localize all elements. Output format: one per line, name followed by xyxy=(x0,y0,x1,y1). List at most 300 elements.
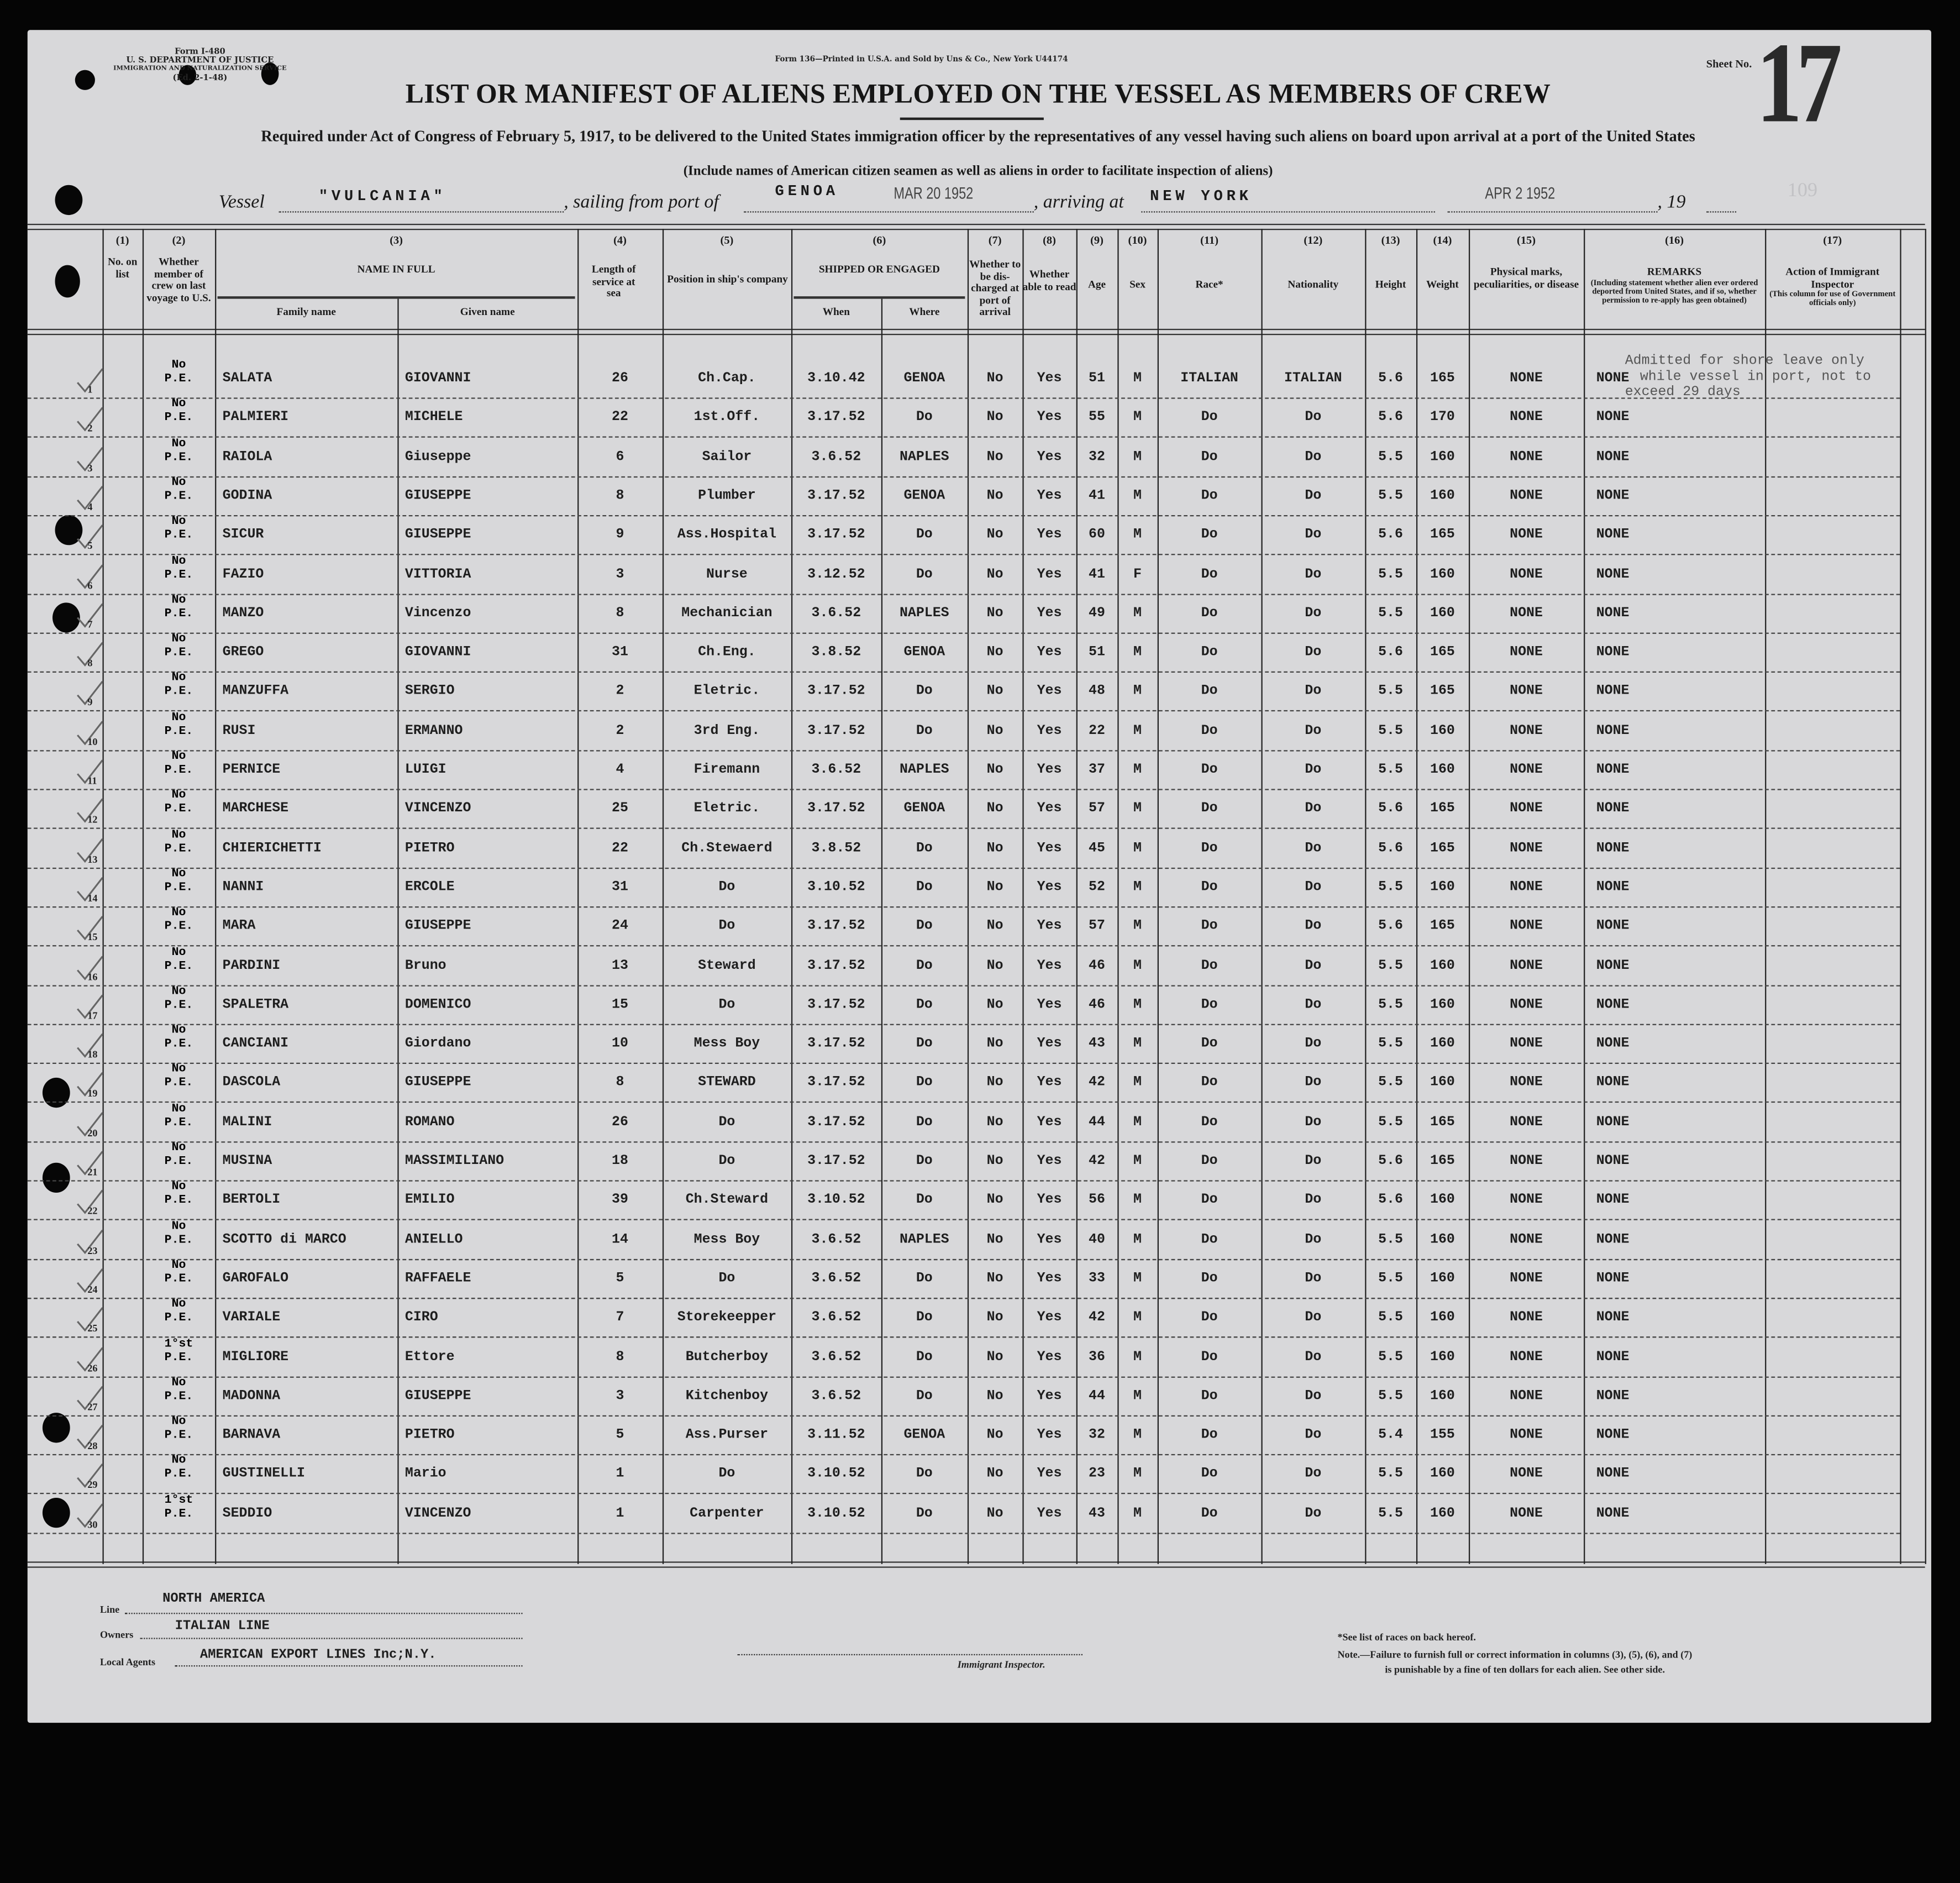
position-cell: Eletric. xyxy=(693,801,760,817)
nationality-cell: Do xyxy=(1305,449,1322,465)
weight-cell: 160 xyxy=(1430,606,1455,621)
column-number: (13) xyxy=(1381,234,1400,246)
age-cell: 46 xyxy=(1089,997,1105,1013)
read-cell: Yes xyxy=(1037,1428,1062,1443)
height-cell: 5.5 xyxy=(1378,1036,1403,1052)
position-cell: Ass.Purser xyxy=(685,1428,769,1443)
physical-cell: NONE xyxy=(1510,1036,1543,1052)
family-cell: NANNI xyxy=(222,880,264,895)
position-cell: Carpenter xyxy=(690,1506,764,1522)
crew-row xyxy=(28,359,1900,398)
height-cell: 5.5 xyxy=(1378,1467,1403,1482)
remark-line: exceed 29 days xyxy=(1625,385,1741,400)
physical-cell: NONE xyxy=(1510,410,1543,426)
where-cell: GENOA xyxy=(903,645,945,660)
position-cell: Firemann xyxy=(693,762,760,778)
last-voyage-cell: No P.E. xyxy=(164,1022,193,1051)
crew-row xyxy=(28,672,1900,712)
sex-cell: M xyxy=(1133,880,1142,895)
remarks-cell: NONE xyxy=(1596,919,1630,935)
row-number: 8 xyxy=(87,658,93,669)
crew-row xyxy=(28,1259,1900,1299)
race-cell: Do xyxy=(1201,1036,1218,1052)
row-number: 21 xyxy=(87,1166,98,1178)
given-cell: CIRO xyxy=(404,1310,438,1326)
header-discharged: Whether to be dis-charged at port of arrival xyxy=(969,257,1021,318)
height-cell: 5.5 xyxy=(1378,606,1403,621)
punch-hole xyxy=(55,185,83,215)
last-voyage-cell: No P.E. xyxy=(164,1101,193,1129)
service-cell: 1 xyxy=(616,1467,624,1482)
weight-cell: 165 xyxy=(1430,801,1455,817)
given-cell: MASSIMILIANO xyxy=(404,1153,505,1169)
sheet-number: 17 xyxy=(1756,18,1837,146)
age-cell: 57 xyxy=(1089,919,1105,935)
age-cell: 37 xyxy=(1089,762,1105,778)
weight-cell: 160 xyxy=(1430,723,1455,739)
crew-row xyxy=(28,437,1900,477)
race-cell: Do xyxy=(1201,645,1218,660)
last-voyage-cell: No P.E. xyxy=(164,1140,193,1168)
race-cell: Do xyxy=(1201,410,1218,426)
given-cell: Mario xyxy=(404,1467,446,1482)
nationality-cell: ITALIAN xyxy=(1284,371,1342,386)
last-voyage-cell: No P.E. xyxy=(164,1218,193,1246)
row-number: 29 xyxy=(87,1479,98,1491)
read-cell: Yes xyxy=(1037,1115,1062,1130)
weight-cell: 160 xyxy=(1430,489,1455,504)
header-when: When xyxy=(822,305,850,318)
physical-cell: NONE xyxy=(1510,645,1543,660)
last-voyage-cell: No P.E. xyxy=(164,788,193,816)
discharged-cell: No xyxy=(986,1271,1003,1287)
when-cell: 3.17.52 xyxy=(807,997,865,1013)
remarks-cell: NONE xyxy=(1596,958,1630,974)
column-number: (15) xyxy=(1517,234,1536,246)
race-cell: Do xyxy=(1201,958,1218,974)
height-cell: 5.6 xyxy=(1378,528,1403,543)
crew-row xyxy=(28,1494,1900,1534)
weight-cell: 165 xyxy=(1430,645,1455,660)
given-cell: PIETRO xyxy=(404,1428,455,1443)
weight-cell: 160 xyxy=(1430,880,1455,895)
race-cell: Do xyxy=(1201,723,1218,739)
last-voyage-cell: No P.E. xyxy=(164,631,193,659)
discharged-cell: No xyxy=(986,1506,1003,1522)
read-cell: Yes xyxy=(1037,1349,1062,1365)
position-cell: Nurse xyxy=(706,567,748,583)
physical-cell: NONE xyxy=(1510,801,1543,817)
sex-cell: M xyxy=(1133,1467,1142,1482)
when-cell: 3.10.52 xyxy=(807,880,865,895)
sex-cell: M xyxy=(1133,1232,1142,1247)
row-number: 7 xyxy=(87,618,93,630)
when-cell: 3.17.52 xyxy=(807,958,865,974)
height-cell: 5.5 xyxy=(1378,1232,1403,1247)
crew-row xyxy=(28,1337,1900,1377)
read-cell: Yes xyxy=(1037,528,1062,543)
age-cell: 46 xyxy=(1089,958,1105,974)
read-cell: Yes xyxy=(1037,723,1062,739)
where-cell: Do xyxy=(916,684,933,700)
given-cell: EMILIO xyxy=(404,1193,455,1208)
physical-cell: NONE xyxy=(1510,1428,1543,1443)
height-cell: 5.6 xyxy=(1378,1153,1403,1169)
service-cell: 15 xyxy=(612,997,628,1013)
service-cell: 13 xyxy=(612,958,628,974)
sex-cell: M xyxy=(1133,1349,1142,1365)
remarks-cell: NONE xyxy=(1596,1153,1630,1169)
remarks-cell: NONE xyxy=(1596,1349,1630,1365)
sex-cell: M xyxy=(1133,1388,1142,1404)
remarks-cell: NONE xyxy=(1596,997,1630,1013)
when-cell: 3.17.52 xyxy=(807,1076,865,1091)
height-cell: 5.5 xyxy=(1378,567,1403,583)
crew-row xyxy=(28,1141,1900,1181)
service-cell: 22 xyxy=(612,841,628,856)
family-cell: RAIOLA xyxy=(222,449,272,465)
penalty-note-cont: is punishable by a fine of ten dollars for each alien. See other side. xyxy=(1385,1664,1665,1676)
where-cell: Do xyxy=(916,1310,933,1326)
weight-cell: 160 xyxy=(1430,1036,1455,1052)
physical-cell: NONE xyxy=(1510,958,1543,974)
discharged-cell: No xyxy=(986,1153,1003,1169)
read-cell: Yes xyxy=(1037,841,1062,856)
read-cell: Yes xyxy=(1037,1388,1062,1404)
remarks-cell: NONE xyxy=(1596,1115,1630,1130)
where-cell: Do xyxy=(916,1036,933,1052)
sex-cell: M xyxy=(1133,1193,1142,1208)
form-edition: (Ed. 2-1-48) xyxy=(172,72,228,83)
weight-cell: 160 xyxy=(1430,1467,1455,1482)
age-cell: 57 xyxy=(1089,801,1105,817)
departure-port: GENOA xyxy=(775,182,839,200)
weight-cell: 160 xyxy=(1430,449,1455,465)
discharged-cell: No xyxy=(986,449,1003,465)
crew-row xyxy=(28,515,1900,555)
departure-date-stamp: MAR 20 1952 xyxy=(894,183,974,203)
race-cell: Do xyxy=(1201,762,1218,778)
crew-row xyxy=(28,1298,1900,1337)
family-cell: SICUR xyxy=(222,528,264,543)
discharged-cell: No xyxy=(986,1115,1003,1130)
race-cell: Do xyxy=(1201,567,1218,583)
race-cell: Do xyxy=(1201,997,1218,1013)
position-cell: 3rd Eng. xyxy=(693,723,760,739)
local-agents-value: AMERICAN EXPORT LINES Inc;N.Y. xyxy=(199,1648,437,1663)
read-cell: Yes xyxy=(1037,449,1062,465)
physical-cell: NONE xyxy=(1510,1388,1543,1404)
age-cell: 48 xyxy=(1089,684,1105,700)
where-cell: Do xyxy=(916,1193,933,1208)
family-cell: MIGLIORE xyxy=(222,1349,289,1365)
position-cell: Do xyxy=(718,1115,735,1130)
discharged-cell: No xyxy=(986,371,1003,386)
read-cell: Yes xyxy=(1037,762,1062,778)
row-number: 13 xyxy=(87,853,98,865)
family-cell: VARIALE xyxy=(222,1310,281,1326)
when-cell: 3.10.42 xyxy=(807,371,865,386)
sex-cell: F xyxy=(1133,567,1142,583)
given-cell: RAFFAELE xyxy=(404,1271,471,1287)
last-voyage-cell: No P.E. xyxy=(164,670,193,699)
position-cell: Do xyxy=(718,997,735,1013)
physical-cell: NONE xyxy=(1510,1310,1543,1326)
read-cell: Yes xyxy=(1037,684,1062,700)
last-voyage-cell: No P.E. xyxy=(164,748,193,777)
physical-cell: NONE xyxy=(1510,567,1543,583)
race-cell: Do xyxy=(1201,1310,1218,1326)
column-number: (7) xyxy=(988,234,1002,246)
race-cell: Do xyxy=(1201,489,1218,504)
when-cell: 3.12.52 xyxy=(807,567,865,583)
crew-row xyxy=(28,1024,1900,1064)
nationality-cell: Do xyxy=(1305,997,1322,1013)
weight-cell: 165 xyxy=(1430,684,1455,700)
when-cell: 3.6.52 xyxy=(811,449,861,465)
header-inspector-action xyxy=(1768,266,1898,308)
read-cell: Yes xyxy=(1037,1076,1062,1091)
vessel-line xyxy=(218,182,1744,215)
position-cell: Butcherboy xyxy=(685,1349,769,1365)
owners-value: ITALIAN LINE xyxy=(175,1619,270,1634)
given-cell: PIETRO xyxy=(404,841,455,856)
physical-cell: NONE xyxy=(1510,528,1543,543)
last-voyage-cell: No P.E. xyxy=(164,475,193,503)
crew-row xyxy=(28,1102,1900,1142)
remarks-cell: NONE xyxy=(1596,1428,1630,1443)
inspector-note: (This column for use of Government officials only) xyxy=(1769,290,1896,308)
read-cell: Yes xyxy=(1037,1193,1062,1208)
races-note: *See list of races on back hereof. xyxy=(1337,1632,1476,1643)
race-cell: Do xyxy=(1201,919,1218,935)
when-cell: 3.17.52 xyxy=(807,410,865,426)
column-number: (10) xyxy=(1128,234,1147,246)
remarks-title: REMARKS xyxy=(1647,265,1702,278)
service-cell: 4 xyxy=(616,762,624,778)
when-cell: 3.10.52 xyxy=(807,1506,865,1522)
discharged-cell: No xyxy=(986,645,1003,660)
race-cell: Do xyxy=(1201,684,1218,700)
where-cell: Do xyxy=(916,1506,933,1522)
sex-cell: M xyxy=(1133,606,1142,621)
discharged-cell: No xyxy=(986,1349,1003,1365)
physical-cell: NONE xyxy=(1510,762,1543,778)
discharged-cell: No xyxy=(986,841,1003,856)
physical-cell: NONE xyxy=(1510,1271,1543,1287)
weight-cell: 160 xyxy=(1430,567,1455,583)
row-number: 22 xyxy=(87,1205,98,1217)
last-voyage-cell: No P.E. xyxy=(164,1414,193,1442)
nationality-cell: Do xyxy=(1305,801,1322,817)
when-cell: 3.17.52 xyxy=(807,489,865,504)
column-divider xyxy=(1900,229,1901,1564)
shore-leave-remark xyxy=(1625,354,1871,401)
header-name-in-full: NAME IN FULL xyxy=(357,263,435,275)
discharged-cell: No xyxy=(986,958,1003,974)
nationality-cell: Do xyxy=(1305,1115,1322,1130)
discharged-cell: No xyxy=(986,567,1003,583)
given-cell: ROMANO xyxy=(404,1115,455,1130)
sex-cell: M xyxy=(1133,723,1142,739)
nationality-cell: Do xyxy=(1305,1271,1322,1287)
age-cell: 55 xyxy=(1089,410,1105,426)
height-cell: 5.5 xyxy=(1378,449,1403,465)
sex-cell: M xyxy=(1133,489,1142,504)
where-cell: Do xyxy=(916,1076,933,1091)
given-cell: VITTORIA xyxy=(404,567,471,583)
age-cell: 41 xyxy=(1089,567,1105,583)
sex-cell: M xyxy=(1133,410,1142,426)
sex-cell: M xyxy=(1133,801,1142,817)
position-cell: Ch.Stewaerd xyxy=(681,841,773,856)
row-number: 23 xyxy=(87,1245,98,1256)
height-cell: 5.6 xyxy=(1378,410,1403,426)
nationality-cell: Do xyxy=(1305,1310,1322,1326)
age-cell: 41 xyxy=(1089,489,1105,504)
weight-cell: 160 xyxy=(1430,1271,1455,1287)
weight-cell: 165 xyxy=(1430,841,1455,856)
crew-row xyxy=(28,868,1900,908)
position-cell: Mess Boy xyxy=(693,1036,760,1052)
read-cell: Yes xyxy=(1037,1310,1062,1326)
nationality-cell: Do xyxy=(1305,1388,1322,1404)
age-cell: 23 xyxy=(1089,1467,1105,1482)
header-length-of-service: Length of service at sea xyxy=(591,263,636,299)
crew-row xyxy=(28,1415,1900,1455)
remarks-cell: NONE xyxy=(1596,489,1630,504)
height-cell: 5.5 xyxy=(1378,762,1403,778)
name-subrule xyxy=(218,296,575,299)
local-agents-label: Local Agents xyxy=(99,1656,156,1668)
read-cell: Yes xyxy=(1037,489,1062,504)
nationality-cell: Do xyxy=(1305,684,1322,700)
last-voyage-cell: No P.E. xyxy=(164,592,193,620)
discharged-cell: No xyxy=(986,1310,1003,1326)
nationality-cell: Do xyxy=(1305,880,1322,895)
family-cell: SCOTTO di MARCO xyxy=(222,1232,346,1247)
header-no-on-list: No. on list xyxy=(107,255,138,280)
age-cell: 36 xyxy=(1089,1349,1105,1365)
where-cell: GENOA xyxy=(903,371,945,386)
family-cell: DASCOLA xyxy=(222,1076,281,1091)
discharged-cell: No xyxy=(986,1076,1003,1091)
sex-cell: M xyxy=(1133,1036,1142,1052)
position-cell: Eletric. xyxy=(693,684,760,700)
department-name: U. S. DEPARTMENT OF JUSTICE xyxy=(126,55,274,65)
read-cell: Yes xyxy=(1037,410,1062,426)
column-number: (14) xyxy=(1433,234,1452,246)
when-cell: 3.17.52 xyxy=(807,919,865,935)
remark-line: Admitted for shore leave only xyxy=(1625,354,1864,369)
sex-cell: M xyxy=(1133,645,1142,660)
discharged-cell: No xyxy=(986,997,1003,1013)
when-cell: 3.17.52 xyxy=(807,1153,865,1169)
family-cell: MANZO xyxy=(222,606,264,621)
given-cell: ERMANNO xyxy=(404,723,463,739)
column-number: (12) xyxy=(1304,234,1323,246)
row-number: 9 xyxy=(87,696,93,709)
remarks-cell: NONE xyxy=(1596,1076,1630,1091)
nationality-cell: Do xyxy=(1305,528,1322,543)
family-cell: GAROFALO xyxy=(222,1271,289,1287)
physical-cell: NONE xyxy=(1510,1153,1543,1169)
read-cell: Yes xyxy=(1037,1467,1062,1482)
family-cell: PALMIERI xyxy=(222,410,289,426)
inspector-title: Action of Immigrant Inspector xyxy=(1785,265,1880,290)
where-cell: Do xyxy=(916,958,933,974)
race-cell: Do xyxy=(1201,1428,1218,1443)
discharged-cell: No xyxy=(986,489,1003,504)
service-cell: 5 xyxy=(616,1271,624,1287)
service-cell: 31 xyxy=(612,645,628,660)
physical-cell: NONE xyxy=(1510,1506,1543,1522)
remarks-cell: NONE xyxy=(1596,449,1630,465)
physical-cell: NONE xyxy=(1510,1115,1543,1130)
remarks-cell: NONE xyxy=(1596,528,1630,543)
weight-cell: 165 xyxy=(1430,1115,1455,1130)
row-number: 4 xyxy=(87,501,93,513)
age-cell: 32 xyxy=(1089,1428,1105,1443)
position-cell: Do xyxy=(718,1467,735,1482)
age-cell: 60 xyxy=(1089,528,1105,543)
sheet-label: Sheet No. xyxy=(1706,57,1752,70)
position-cell: 1st.Off. xyxy=(693,410,760,426)
when-cell: 3.11.52 xyxy=(807,1428,865,1443)
family-cell: MARCHESE xyxy=(222,801,289,817)
race-cell: Do xyxy=(1201,1388,1218,1404)
weight-cell: 160 xyxy=(1430,762,1455,778)
given-cell: VINCENZO xyxy=(404,801,471,817)
physical-cell: NONE xyxy=(1510,997,1543,1013)
position-cell: Ch.Cap. xyxy=(698,371,756,386)
nationality-cell: Do xyxy=(1305,410,1322,426)
given-cell: Vincenzo xyxy=(404,606,471,621)
punch-hole xyxy=(75,70,95,90)
nationality-cell: Do xyxy=(1305,1193,1322,1208)
age-cell: 42 xyxy=(1089,1153,1105,1169)
when-cell: 3.17.52 xyxy=(807,1115,865,1130)
when-cell: 3.8.52 xyxy=(811,841,861,856)
nationality-cell: Do xyxy=(1305,489,1322,504)
arrival-port: NEW YORK xyxy=(1150,187,1252,205)
line-value: NORTH AMERICA xyxy=(162,1591,265,1607)
read-cell: Yes xyxy=(1037,801,1062,817)
row-number: 15 xyxy=(87,931,98,943)
header-shipped-or-engaged: SHIPPED OR ENGAGED xyxy=(818,263,940,275)
last-voyage-cell: 1°st P.E. xyxy=(164,1492,193,1520)
race-cell: Do xyxy=(1201,1076,1218,1091)
family-cell: MADONNA xyxy=(222,1388,281,1404)
last-voyage-cell: No P.E. xyxy=(164,357,193,385)
physical-cell: NONE xyxy=(1510,449,1543,465)
where-cell: GENOA xyxy=(903,1428,945,1443)
weight-cell: 160 xyxy=(1430,1232,1455,1247)
column-number: (16) xyxy=(1665,234,1684,246)
sex-cell: M xyxy=(1133,1153,1142,1169)
title-rule xyxy=(900,118,1044,120)
family-cell: GODINA xyxy=(222,489,272,504)
when-cell: 3.6.52 xyxy=(811,1271,861,1287)
header-given-name: Given name xyxy=(460,305,515,318)
physical-cell: NONE xyxy=(1510,1193,1543,1208)
race-cell: Do xyxy=(1201,801,1218,817)
when-cell: 3.10.52 xyxy=(807,1467,865,1482)
service-cell: 8 xyxy=(616,606,624,621)
read-cell: Yes xyxy=(1037,880,1062,895)
where-cell: Do xyxy=(916,1115,933,1130)
position-cell: Do xyxy=(718,1153,735,1169)
